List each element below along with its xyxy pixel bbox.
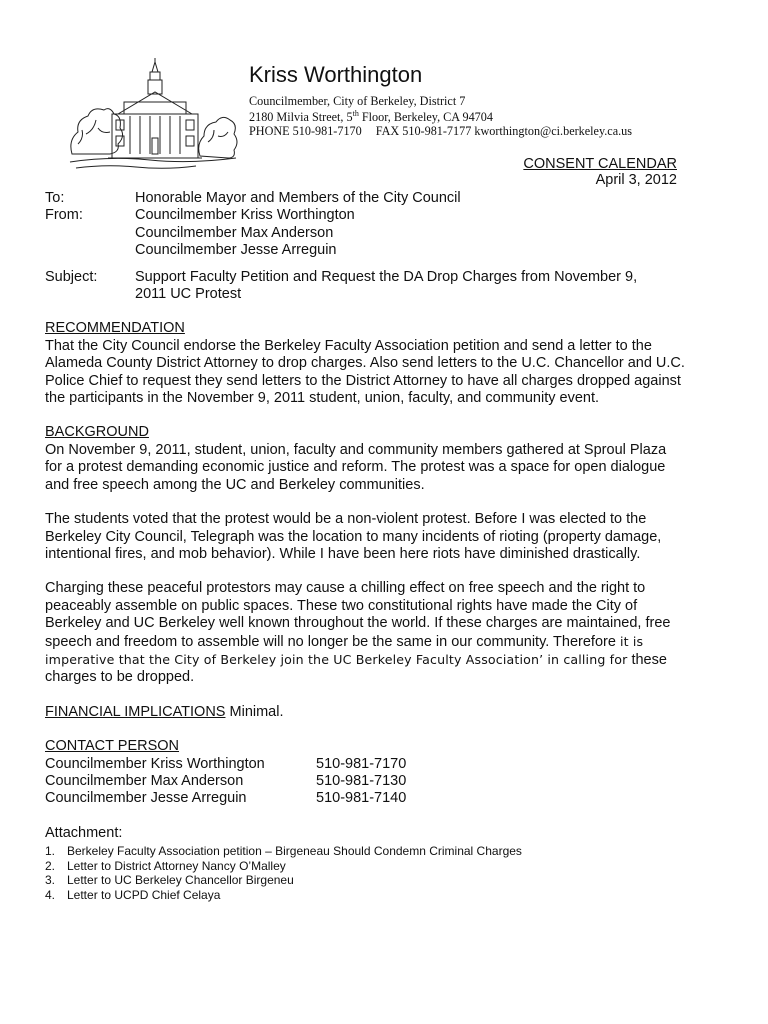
from-person: Councilmember Kriss Worthington: [135, 207, 355, 224]
attachment-heading: Attachment:: [45, 824, 123, 841]
list-item: 4. Letter to UCPD Chief Celaya: [45, 887, 221, 902]
subject-row: Subject: Support Faculty Petition and Request the DA Drop Charges from November 9, 2011 UC Protest: [45, 268, 638, 303]
contact-heading: CONTACT PERSON: [45, 738, 180, 755]
contact-row: Councilmember Kriss Worthington 510-981-7170: [45, 755, 407, 772]
recommendation-text: That the City Council endorse the Berkeley Faculty Association petition and send a letter to the Alameda County District Attorney to drop charges. Also send letters to the U.C. Chancellor and U.C. Police Chief to request they send letters to the District Attorney to have all charges dropped against the participants in the November 9, 2011 student, union, faculty, and community event.: [45, 337, 685, 407]
background-paragraph: On November 9, 2011, student, union, faculty and community members gathered at Sproul Plaza for a protest demanding economic justice and reform. The protest was a space for open dialogue and free speech among the UC and Berkeley communities.: [45, 441, 667, 493]
office-address: 2180 Milvia Street, 5th Floor, Berkeley, CA 94704: [249, 109, 493, 125]
calendar-block: [523, 156, 677, 188]
from-row: From: Councilmember Kriss Worthington Councilmember Max Anderson Councilmember Jesse Arreguin: [45, 207, 685, 259]
background-paragraph: The students voted that the protest would be a non-violent protest. Before I was elected to the Berkeley City Council, Telegraph was the location to many incidents of rioting (property damage, intentional fires, and mob behavior). While I have been here riots have diminished drastically.: [45, 511, 662, 562]
list-item: 1. Berkeley Faculty Association petition – Birgeneau Should Condemn Criminal Charges: [45, 844, 522, 859]
city-hall-logo-illustration: [68, 58, 238, 170]
email-address: kworthington@ci.berkeley.ca.us: [474, 124, 633, 138]
memo-date: April 3, 2012: [595, 172, 677, 188]
consent-calendar-label: CONSENT CALENDAR: [523, 156, 677, 172]
from-person: Councilmember Max Anderson: [135, 224, 334, 241]
list-item: 3. Letter to UC Berkeley Chancellor Birgeneu: [45, 873, 294, 888]
contact-row: Councilmember Max Anderson 510-981-7130: [45, 772, 407, 789]
to-row: To: Honorable Mayor and Members of the City Council: [45, 190, 461, 206]
contact-line: [249, 124, 632, 139]
phone-number: PHONE 510-981-7170: [249, 124, 362, 138]
financial-implications: FINANCIAL IMPLICATIONS Minimal.: [45, 703, 284, 720]
contact-row: Councilmember Jesse Arreguin 510-981-7140: [45, 790, 407, 807]
from-person: Councilmember Jesse Arreguin: [135, 242, 337, 259]
fax-number: FAX 510-981-7177: [375, 124, 472, 138]
background-heading: BACKGROUND: [45, 424, 149, 441]
councilmember-title: Councilmember, City of Berkeley, District 7: [249, 94, 466, 108]
background-paragraph: Charging these peaceful protestors may cause a chilling effect on free speech and the right to peaceably assemble on public spaces. These two constitutional rights have made the City of Berkeley and UC Berkeley well known throughout the world. If these charges are maintained, free speech and freedom to assemble will no longer be the same in our community. Therefore it is imperative that the City of Berkeley join the UC Berkeley Faculty Association’ in calling for these charges to be dropped.: [45, 580, 671, 686]
memo-body: [45, 190, 685, 903]
list-item: 2. Letter to District Attorney Nancy O’Malley: [45, 858, 286, 873]
attachment-list: [45, 844, 685, 902]
councilmember-name: Kriss Worthington: [249, 62, 423, 87]
recommendation-heading: RECOMMENDATION: [45, 320, 185, 337]
